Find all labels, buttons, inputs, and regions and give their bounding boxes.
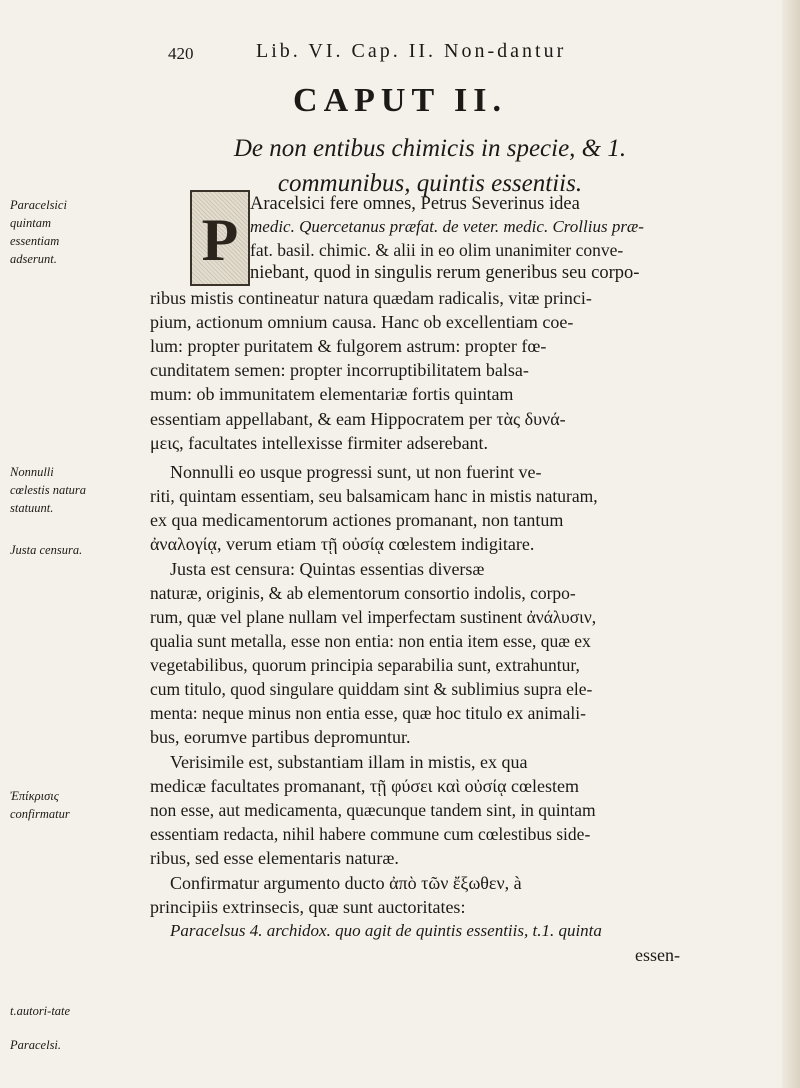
- body-line: ex qua medicamentorum actiones promanant, non tantum: [150, 510, 564, 530]
- body-line: medicæ facultates promanant, τῇ φύσει καὶ οὐσίᾳ cœlestem: [150, 776, 580, 796]
- body-line: essentiam redacta, nihil habere commune cum cœlestibus side-: [150, 824, 591, 844]
- decorated-initial: [190, 190, 250, 286]
- body-line: rum, quæ vel plane nullam vel imperfectam sustinent ἀνάλυσιν,: [150, 607, 597, 627]
- body-line: Nonnulli eo usque progressi sunt, ut non fuerint ve-: [170, 462, 542, 482]
- body-line: non esse, aut medicamenta, quæcunque tandem sint, in quintam: [150, 800, 596, 820]
- catchword: essen-: [635, 945, 680, 965]
- running-title: Lib. VI. Cap. II. Non-dantur: [256, 40, 567, 62]
- margin-note: Paracelsici quintam essentiam adserunt.: [10, 198, 67, 266]
- body-line: ribus mistis contineatur natura quædam radicalis, vitæ princi-: [150, 288, 592, 308]
- body-line: bus, eorumve partibus depromuntur.: [150, 727, 411, 747]
- initial-letter: P: [201, 207, 239, 273]
- margin-note: Ἐπίκρισις confirmatur: [10, 789, 70, 821]
- chapter-subtitle-line-2: communibus, quintis essentiis.: [277, 170, 583, 197]
- margin-note: Nonnulli cœlestis natura statuunt.: [10, 465, 87, 515]
- body-line: Aracelsici fere omnes, Petrus Severinus idea: [250, 194, 580, 214]
- body-line: cum titulo, quod singulare quiddam sint & sublimius supra ele-: [150, 679, 593, 699]
- body-line: vegetabilibus, quorum principia separabilia sunt, extrahuntur,: [150, 655, 580, 675]
- body-line: lum: propter puritatem & fulgorem astrum: propter fœ-: [150, 336, 547, 356]
- body-line: ribus, sed esse elementaris naturæ.: [150, 848, 399, 868]
- body-line: pium, actionum omnium causa. Hanc ob excellentiam coe-: [150, 312, 574, 332]
- body-line: μεις, facultates intellexisse firmiter adserebant.: [150, 433, 489, 453]
- margin-note: Paracelsi.: [10, 1038, 62, 1052]
- body-line: cunditatem semen: propter incorruptibilitatem balsa-: [150, 360, 529, 380]
- page-edge-shadow: [782, 0, 800, 1088]
- body-line: medic. Quercetanus præfat. de veter. medic. Crollius præ-: [250, 217, 644, 236]
- body-line: qualia sunt metalla, esse non entia: non entia item esse, quæ ex: [150, 631, 591, 651]
- body-line: Justa est censura: Quintas essentias diversæ: [170, 559, 485, 579]
- chapter-heading: CAPUT II.: [293, 82, 507, 119]
- body-line: naturæ, originis, & ab elementorum consortio indolis, corpo-: [150, 583, 576, 603]
- body-line: essentiam appellabant, & eam Hippocratem per τὰς δυνά-: [150, 409, 566, 429]
- page-number: 420: [168, 44, 194, 63]
- body-line: riti, quintam essentiam, seu balsamicam hanc in mistis naturam,: [150, 486, 598, 506]
- body-line: Paracelsus 4. archidox. quo agit de quintis essentiis, t.1. quinta: [170, 921, 602, 940]
- body-line: principiis extrinsecis, quæ sunt auctoritates:: [150, 897, 466, 917]
- chapter-subtitle-line-1: De non entibus chimicis in specie, & 1.: [233, 135, 627, 162]
- body-line: niebant, quod in singulis rerum generibus seu corpo-: [250, 263, 640, 283]
- body-line: fat. basil. chimic. & alii in eo olim unanimiter conve-: [250, 240, 624, 260]
- body-line: Confirmatur argumento ducto ἀπὸ τῶν ἔξωθεν, à: [170, 873, 522, 893]
- body-line: Verisimile est, substantiam illam in mistis, ex qua: [170, 752, 528, 772]
- margin-note: t.autori-tate: [10, 1004, 71, 1018]
- margin-note: Justa censura.: [10, 543, 83, 557]
- running-head: [168, 40, 708, 70]
- body-line: ἀναλογίᾳ, verum etiam τῇ οὐσίᾳ cœlestem indigitare.: [150, 534, 535, 554]
- body-line: mum: ob immunitatem elementariæ fortis quintam: [150, 384, 514, 404]
- body-line: menta: neque minus non entia esse, quæ hoc titulo ex animali-: [150, 703, 586, 723]
